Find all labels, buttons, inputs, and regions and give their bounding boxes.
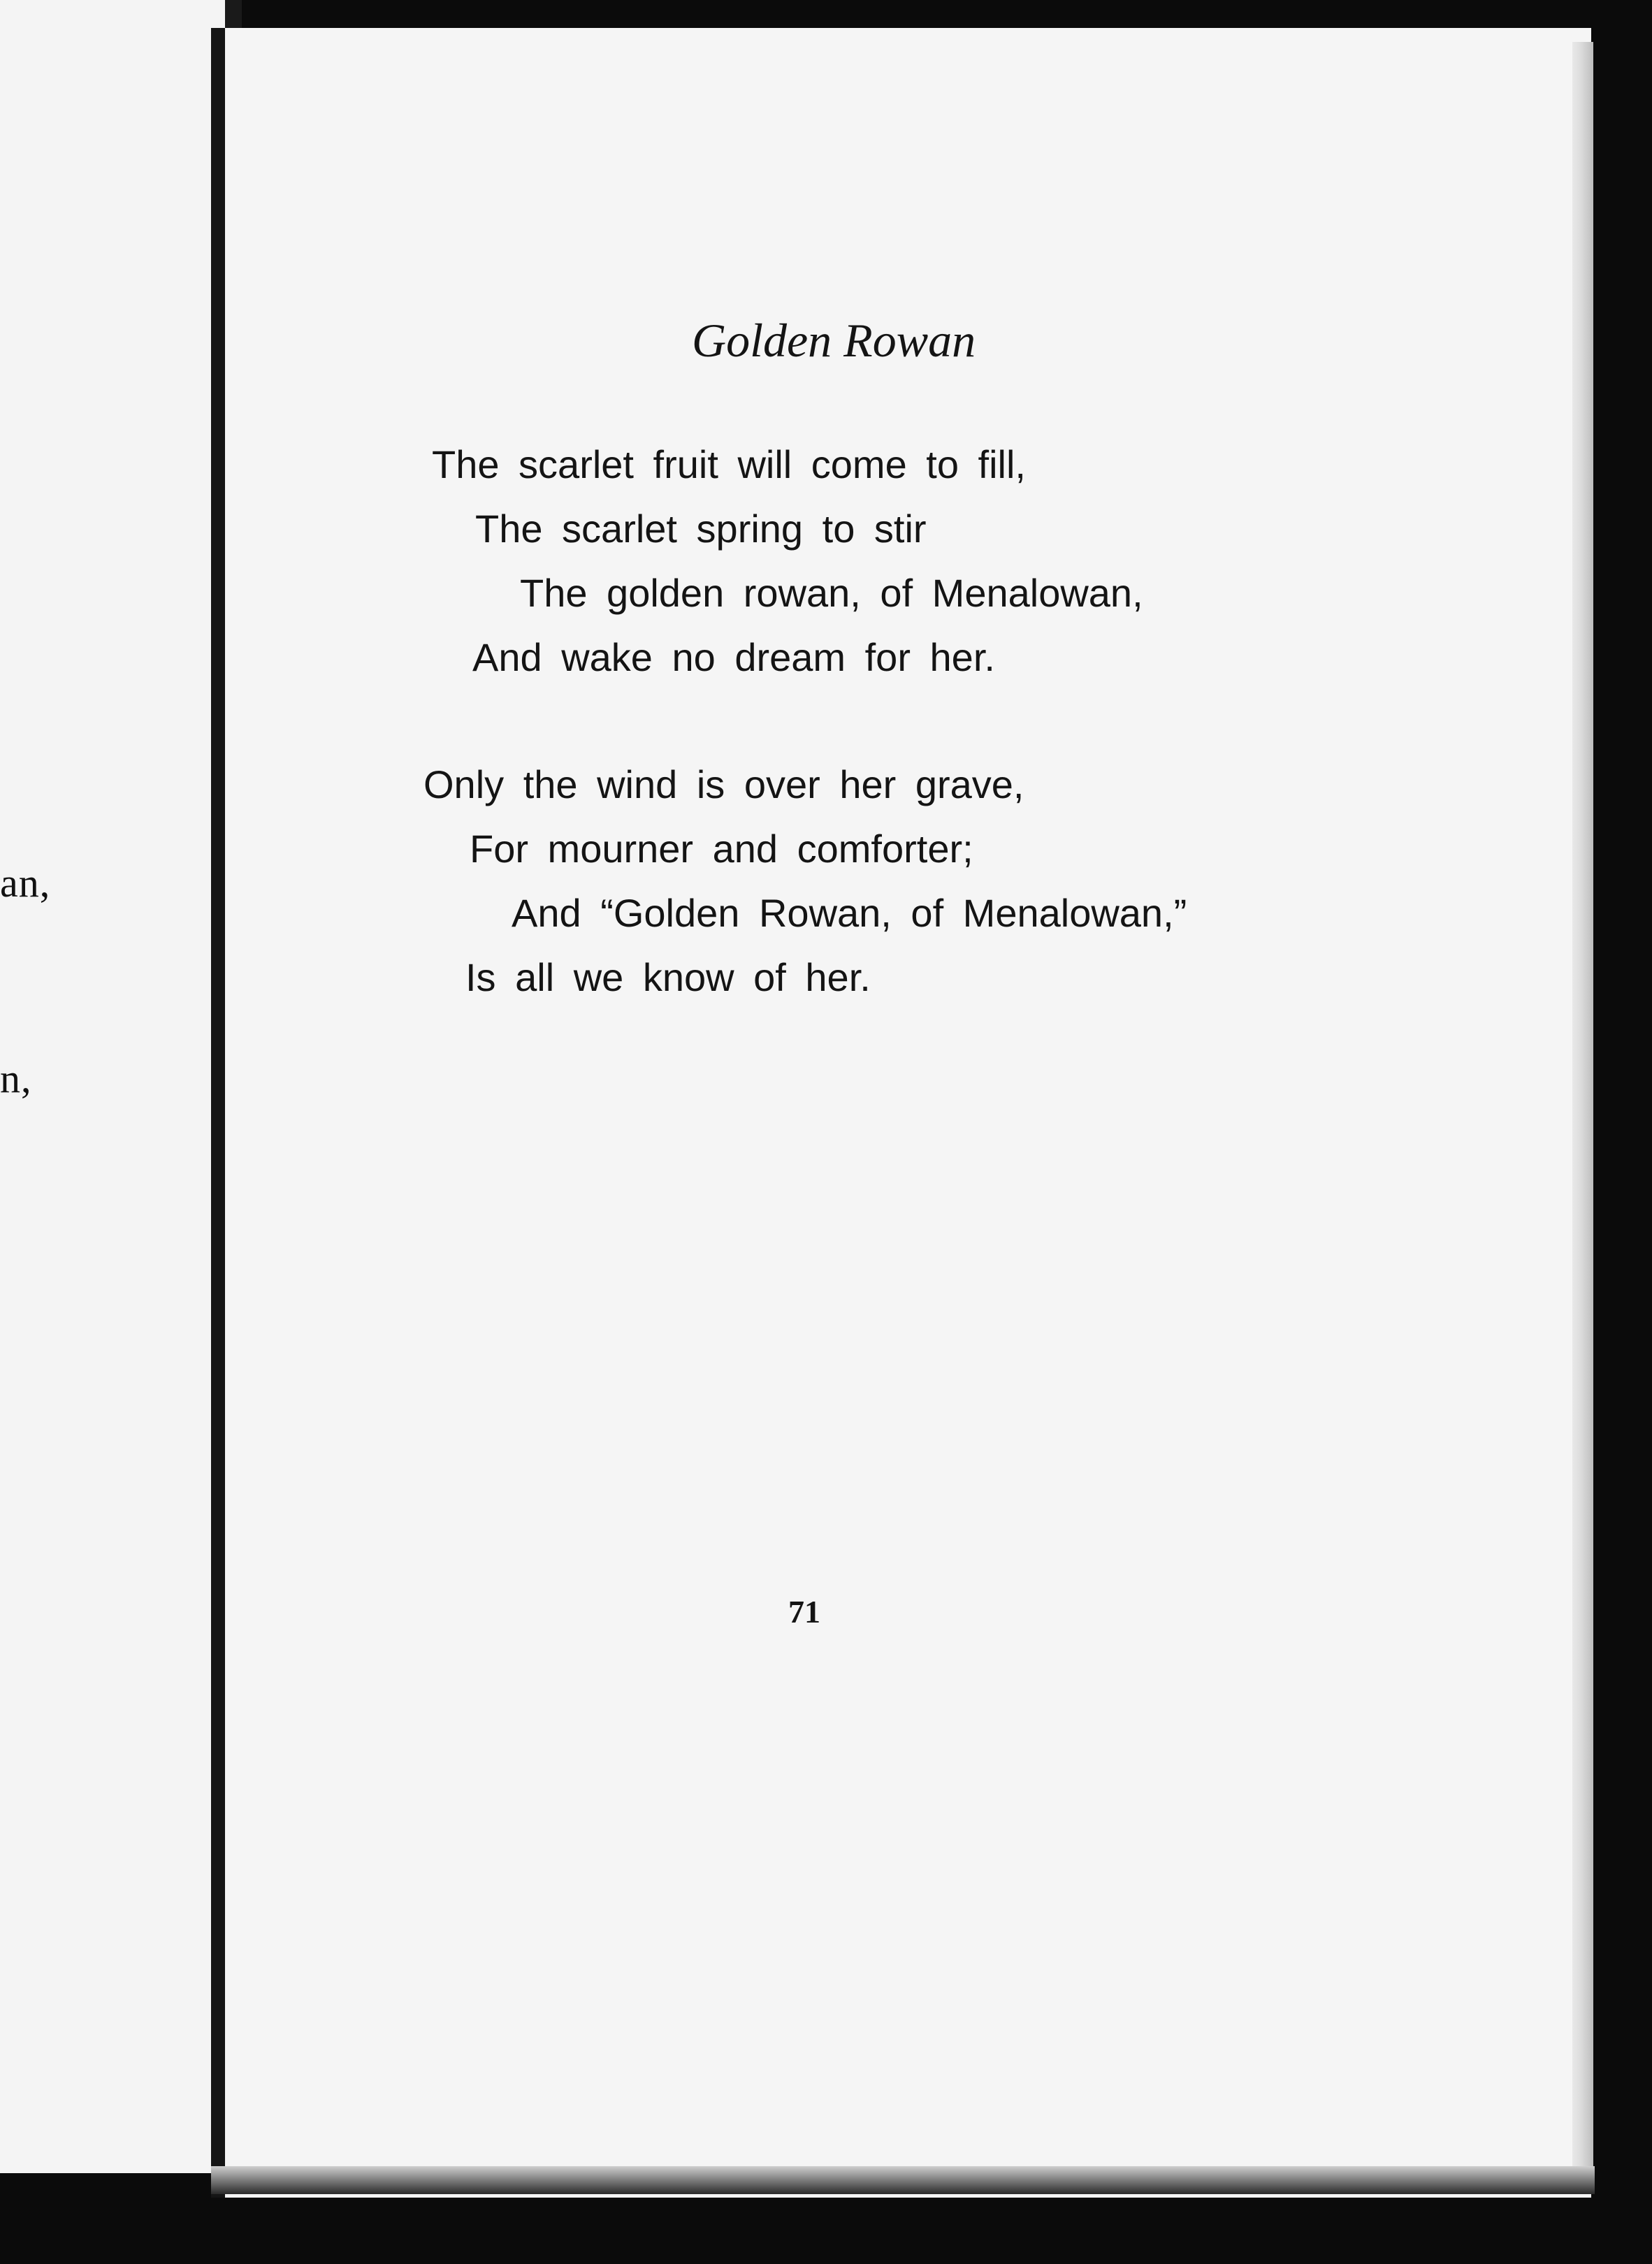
poem-title: Golden Rowan — [692, 314, 976, 367]
previous-page-text-fragment: n, — [0, 1056, 32, 1101]
poem-line: Only the wind is over her grave, — [423, 762, 1024, 806]
poem-line: For mourner and comforter; — [470, 827, 973, 871]
poem-line: The scarlet fruit will come to fill, — [432, 442, 1026, 486]
poem-line: The golden rowan, of Menalowan, — [520, 571, 1143, 615]
page-bottom-edge — [211, 2166, 1595, 2194]
previous-page-text-fragment: an, — [0, 860, 51, 906]
page-edge — [1572, 42, 1593, 2194]
page-number: 71 — [788, 1594, 820, 1630]
poem-line: And “Golden Rowan, of Menalowan,” — [512, 891, 1187, 935]
poem-line: And wake no dream for her. — [472, 635, 995, 679]
previous-page — [0, 0, 225, 2173]
poem-line: Is all we know of her. — [465, 955, 871, 999]
poem-line: The scarlet spring to stir — [475, 507, 927, 551]
